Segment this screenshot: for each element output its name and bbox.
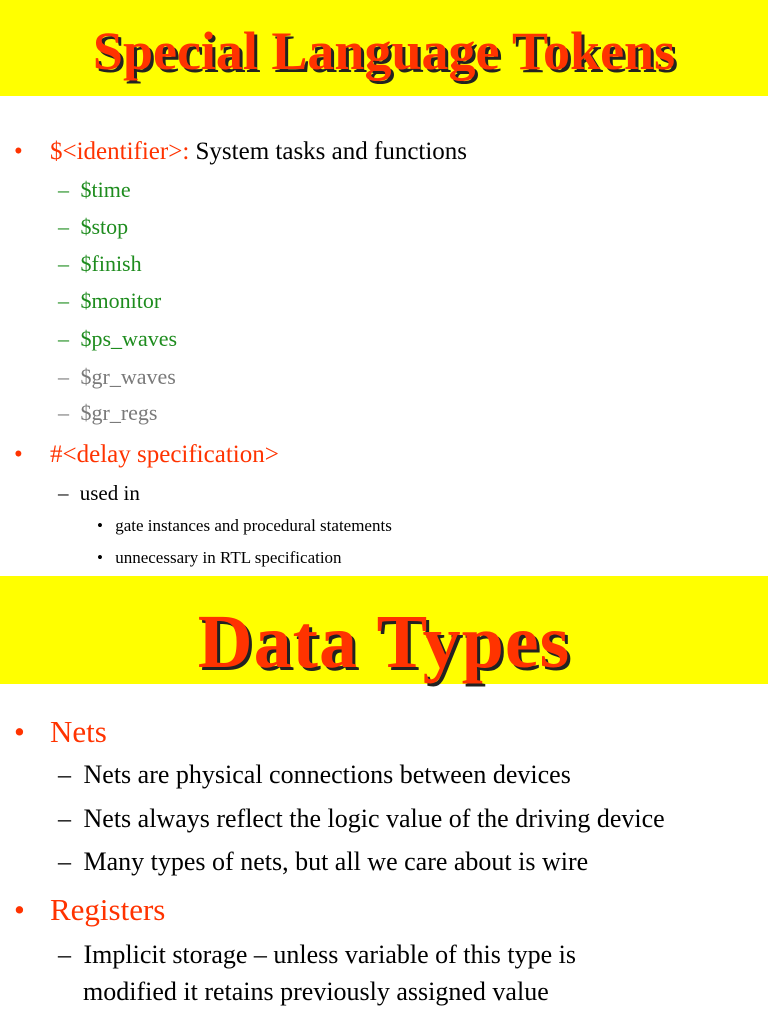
slide-title: Special Language Tokens: [92, 21, 676, 81]
list-item: – Nets are physical connections between devices: [58, 760, 571, 789]
list-item: – $gr_waves: [58, 364, 176, 389]
identifier-term: $<identifier>:: [50, 138, 190, 165]
title-band: [0, 576, 768, 684]
identifier-desc: System tasks and functions: [195, 138, 468, 165]
bullet-marker: •: [14, 714, 25, 749]
list-item: – used in: [58, 481, 140, 505]
list-item: – $time: [58, 177, 131, 202]
bullet-marker: •: [14, 441, 23, 468]
list-item: – Many types of nets, but all we care about is wire: [58, 847, 589, 876]
list-item: – $finish: [58, 251, 142, 276]
list-item: • gate instances and procedural statements: [97, 516, 392, 535]
slide-data-types: [0, 576, 768, 1024]
list-item: – $stop: [58, 214, 129, 239]
list-item: – Implicit storage – unless variable of this type is: [58, 940, 576, 969]
bullet-marker: •: [14, 138, 23, 165]
registers-label: Registers: [50, 892, 166, 927]
delay-term: #<delay specification>: [50, 441, 279, 468]
nets-label: Nets: [50, 714, 107, 749]
list-item: – $ps_waves: [58, 326, 178, 351]
list-item: – $gr_regs: [58, 400, 158, 425]
bullet-marker: •: [14, 892, 25, 927]
list-item-continuation: modified it retains previously assigned value: [83, 977, 549, 1006]
list-item: – Nets always reflect the logic value of the driving device: [58, 804, 665, 833]
list-item: • unnecessary in RTL specification: [97, 548, 342, 567]
title-band: [0, 0, 768, 96]
slide-title: Data Types: [197, 600, 571, 684]
list-item: – $monitor: [58, 288, 162, 313]
